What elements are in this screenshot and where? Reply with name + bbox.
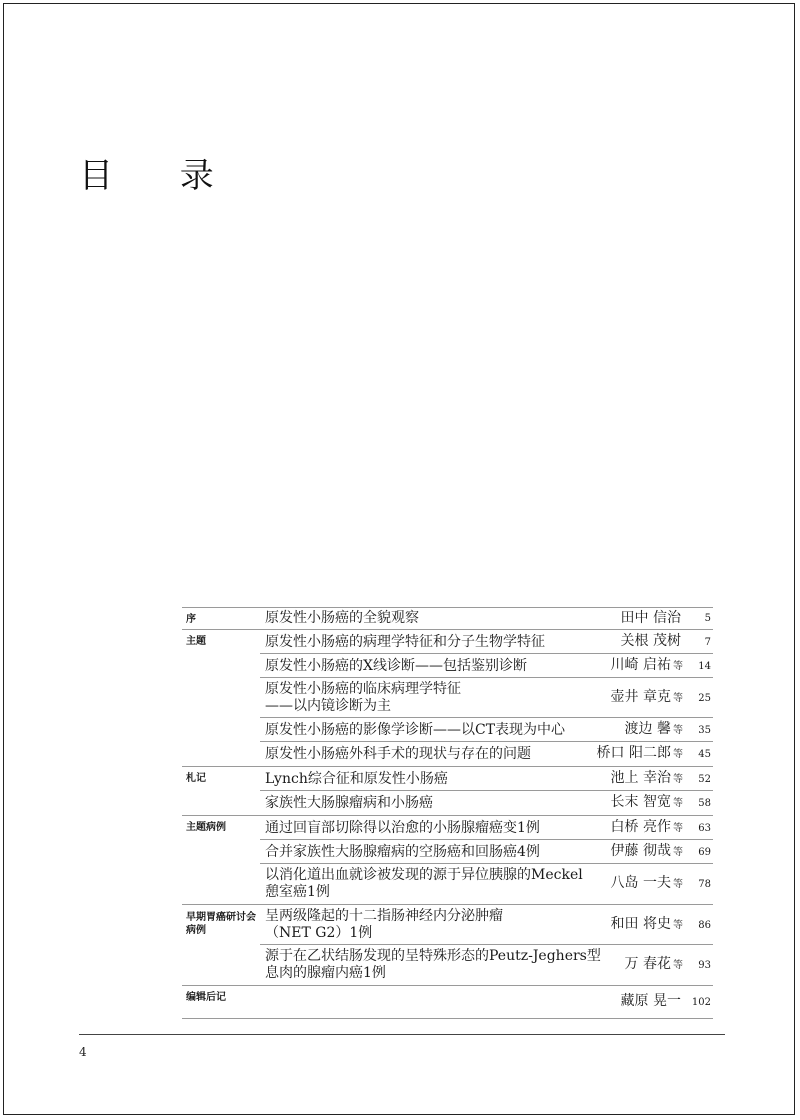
toc-section-label: 札记: [186, 773, 206, 784]
toc-author: [621, 633, 683, 651]
toc-entry-title: [260, 844, 611, 861]
toc-page-number: 25: [698, 692, 711, 704]
toc-title-line: 以消化道出血就诊被发现的源于异位胰腺的Meckel: [265, 867, 583, 883]
toc-section-label: [182, 654, 260, 659]
toc-author-etal: 等: [673, 920, 683, 931]
toc-page-number: 102: [691, 996, 711, 1008]
toc-row[interactable]: [182, 630, 713, 654]
toc-author-etal: 等: [673, 749, 683, 760]
toc-row[interactable]: [182, 654, 713, 678]
toc-title-line: （NET G2）1例: [265, 925, 373, 941]
page-frame: [3, 3, 795, 1115]
toc-title-line: 家族性大肠腺瘤病和小肠癌: [265, 794, 433, 811]
toc-entry-title: [260, 634, 621, 651]
toc-title-line: ——以内镜诊断为主: [265, 698, 391, 714]
toc-section-label: 主题病例: [186, 822, 226, 833]
toc-page-number: 45: [698, 748, 711, 760]
toc-row[interactable]: [182, 905, 713, 945]
toc-section-label: 主题: [186, 636, 206, 647]
toc-row[interactable]: [182, 816, 713, 840]
toc-entry-title: [260, 948, 625, 982]
toc-author: [611, 916, 683, 934]
toc-section-label: [182, 678, 260, 683]
toc-title-line: 源于在乙状结肠发现的呈特殊形态的Peutz-Jeghers型: [265, 948, 601, 964]
toc-page-number: 5: [704, 613, 711, 624]
toc-title-line: Lynch综合征和原发性小肠癌: [265, 770, 448, 787]
toc-entry-title: [260, 746, 597, 763]
toc-author: [621, 993, 683, 1011]
toc-section-label: [182, 718, 260, 723]
toc-author-etal: 等: [673, 798, 683, 809]
toc-page-number: 69: [698, 846, 711, 858]
toc-title-line: 原发性小肠癌的全貌观察: [265, 610, 419, 626]
table-of-contents: [182, 607, 713, 1019]
toc-author-name: 八岛 一夫: [610, 875, 671, 891]
toc-page-number: 7: [704, 636, 711, 648]
toc-author-etal: 等: [673, 847, 683, 858]
toc-author-name: 关根 茂树: [620, 633, 681, 649]
toc-author: [621, 610, 683, 628]
toc-entry-title: [260, 658, 611, 675]
toc-title-line: 呈两级隆起的十二指肠神经内分泌肿瘤: [265, 908, 503, 924]
toc-section-label: 早期胃癌研讨会病例: [186, 912, 256, 936]
toc-author-etal: 等: [673, 725, 683, 736]
toc-page-number: 93: [698, 959, 711, 971]
toc-author: [625, 721, 683, 739]
toc-author: [611, 794, 683, 812]
toc-section-label: [182, 742, 260, 747]
toc-row[interactable]: [182, 678, 713, 718]
toc-section-label: 编辑后记: [186, 992, 226, 1003]
toc-author: [625, 956, 683, 974]
toc-entry-title: [260, 771, 611, 788]
toc-author: [611, 819, 683, 837]
page-title: 目 录: [79, 156, 242, 196]
toc-section-label: [182, 840, 260, 845]
toc-page-number: 63: [698, 822, 711, 834]
toc-entry-title: [260, 795, 611, 812]
toc-author-name: 川崎 启祐: [610, 657, 671, 673]
toc-page-number: 52: [698, 773, 711, 785]
toc-title-line: 原发性小肠癌的X线诊断——包括鉴别诊断: [265, 657, 527, 674]
toc-entry-title: [260, 820, 611, 837]
toc-author-name: 壶井 章克: [610, 689, 671, 705]
toc-author-name: 田中 信治: [620, 609, 681, 626]
toc-page-number: 35: [698, 724, 711, 736]
toc-row[interactable]: [182, 986, 713, 1019]
toc-author-etal: 等: [673, 661, 683, 672]
toc-title-line: 合并家族性大肠腺瘤病的空肠癌和回肠癌4例: [265, 843, 540, 860]
toc-author: [611, 875, 683, 893]
toc-entry-title: [260, 722, 625, 739]
toc-author-etal: 等: [673, 774, 683, 785]
toc-title-line: 憩室癌1例: [265, 884, 330, 900]
toc-section-label: [182, 791, 260, 796]
toc-entry-title: [260, 610, 621, 627]
toc-page-number: 78: [698, 878, 711, 890]
toc-row[interactable]: [182, 742, 713, 767]
page-number: 4: [79, 1045, 87, 1059]
toc-author: [597, 745, 683, 763]
toc-section-label: [182, 864, 260, 869]
toc-row[interactable]: [182, 608, 713, 630]
toc-author-etal: 等: [673, 879, 683, 890]
toc-page-number: 86: [698, 919, 711, 931]
toc-author-name: 伊藤 彻哉: [610, 843, 671, 859]
toc-row[interactable]: [182, 840, 713, 864]
toc-row[interactable]: [182, 767, 713, 791]
footer-divider: [79, 1034, 725, 1035]
toc-author: [611, 843, 683, 861]
toc-title-line: 原发性小肠癌的影像学诊断——以CT表现为中心: [265, 721, 566, 738]
toc-author: [611, 770, 683, 788]
toc-author-etal: 等: [673, 823, 683, 834]
toc-row[interactable]: [182, 945, 713, 986]
toc-author: [611, 657, 683, 675]
toc-author-name: 藏原 晃一: [620, 993, 681, 1009]
toc-title-line: 息肉的腺瘤内癌1例: [265, 965, 386, 981]
toc-page-number: 14: [698, 660, 711, 672]
toc-entry-title: [260, 908, 611, 942]
toc-section-label: [182, 945, 260, 950]
toc-author-name: 和田 将史: [610, 916, 671, 932]
toc-author-etal: 等: [673, 960, 683, 971]
toc-author-name: 万 春花: [624, 956, 671, 972]
toc-entry-title: [260, 681, 611, 715]
toc-author-name: 渡边 馨: [624, 721, 671, 737]
toc-title-line: 原发性小肠癌的病理学特征和分子生物学特征: [265, 633, 545, 650]
toc-section-label: 序: [186, 614, 196, 625]
toc-author-name: 桥口 阳二郎: [596, 745, 671, 761]
toc-author: [611, 689, 683, 707]
toc-row[interactable]: [182, 791, 713, 816]
toc-author-etal: 等: [673, 693, 683, 704]
toc-author-name: 池上 幸治: [610, 770, 671, 786]
toc-row[interactable]: [182, 864, 713, 905]
toc-title-line: 通过回盲部切除得以治愈的小肠腺瘤癌变1例: [265, 819, 540, 836]
toc-row[interactable]: [182, 718, 713, 742]
toc-title-line: 原发性小肠癌的临床病理学特征: [265, 681, 461, 697]
toc-author-name: 长末 智宽: [610, 794, 671, 810]
toc-title-line: 原发性小肠癌外科手术的现状与存在的问题: [265, 745, 531, 762]
toc-author-name: 白桥 亮作: [610, 819, 671, 835]
toc-entry-title: [260, 867, 611, 901]
toc-page-number: 58: [698, 797, 711, 809]
